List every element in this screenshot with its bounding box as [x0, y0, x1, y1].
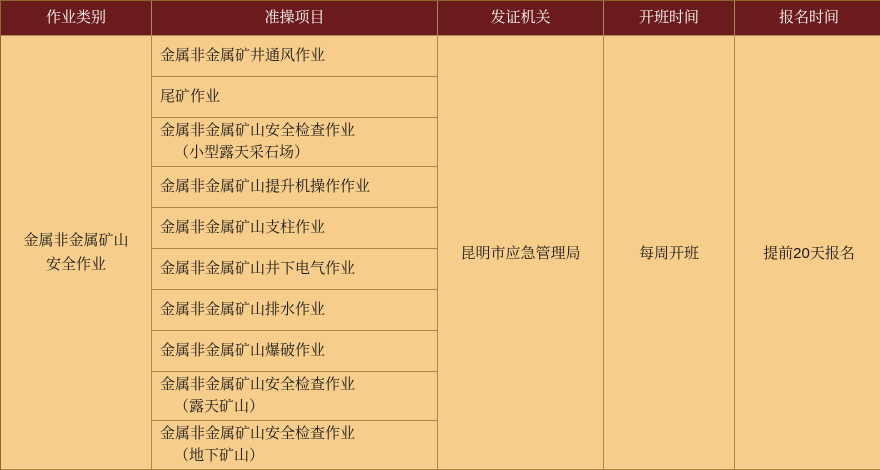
item-line-1: 金属非金属矿山安全检查作业	[160, 122, 355, 139]
list-item	[152, 372, 437, 421]
list-item	[152, 77, 437, 118]
item-line-1: 金属非金属矿井通风作业	[160, 47, 325, 64]
item-line-2: （露天矿山）	[160, 396, 429, 418]
item-line-1: 金属非金属矿山爆破作业	[160, 342, 325, 359]
cell-category	[1, 36, 152, 470]
item-line-1: 金属非金属矿山安全检查作业	[160, 425, 355, 442]
item-cell	[152, 167, 437, 208]
column-header-items: 准操项目	[152, 1, 438, 36]
item-line-1: 金属非金属矿山支柱作业	[160, 219, 325, 236]
list-item	[152, 36, 437, 77]
item-cell	[152, 36, 437, 77]
cell-items	[152, 36, 438, 470]
column-header-category: 作业类别	[1, 1, 152, 36]
item-line-1: 金属非金属矿山井下电气作业	[160, 260, 355, 277]
item-line-2: （地下矿山）	[160, 445, 429, 467]
item-cell	[152, 372, 437, 421]
item-cell	[152, 331, 437, 372]
list-item	[152, 208, 437, 249]
item-cell	[152, 77, 437, 118]
item-cell	[152, 290, 437, 331]
column-header-signup-time: 报名时间	[735, 1, 880, 36]
item-cell	[152, 118, 437, 167]
category-line-1: 金属非金属矿山	[9, 229, 143, 253]
item-line-2: （小型露天采石场）	[160, 142, 429, 164]
items-list	[152, 36, 437, 469]
list-item	[152, 118, 437, 167]
cell-signup-time: 提前20天报名	[735, 36, 880, 470]
course-table	[1, 1, 880, 470]
column-header-organization: 发证机关	[438, 1, 604, 36]
table-header	[1, 1, 880, 36]
table-header-row	[1, 1, 880, 36]
cell-start-time: 每周开班	[604, 36, 735, 470]
item-cell	[152, 249, 437, 290]
column-header-start-time: 开班时间	[604, 1, 735, 36]
table-body	[1, 36, 880, 470]
item-line-1: 金属非金属矿山提升机操作作业	[160, 178, 370, 195]
item-line-1: 金属非金属矿山排水作业	[160, 301, 325, 318]
list-item	[152, 249, 437, 290]
category-line-2: 安全作业	[9, 253, 143, 277]
item-cell	[152, 208, 437, 249]
item-line-1: 尾矿作业	[160, 88, 220, 105]
table-row	[1, 36, 880, 470]
item-line-1: 金属非金属矿山安全检查作业	[160, 376, 355, 393]
cell-organization: 昆明市应急管理局	[438, 36, 604, 470]
list-item	[152, 331, 437, 372]
list-item	[152, 167, 437, 208]
list-item	[152, 290, 437, 331]
